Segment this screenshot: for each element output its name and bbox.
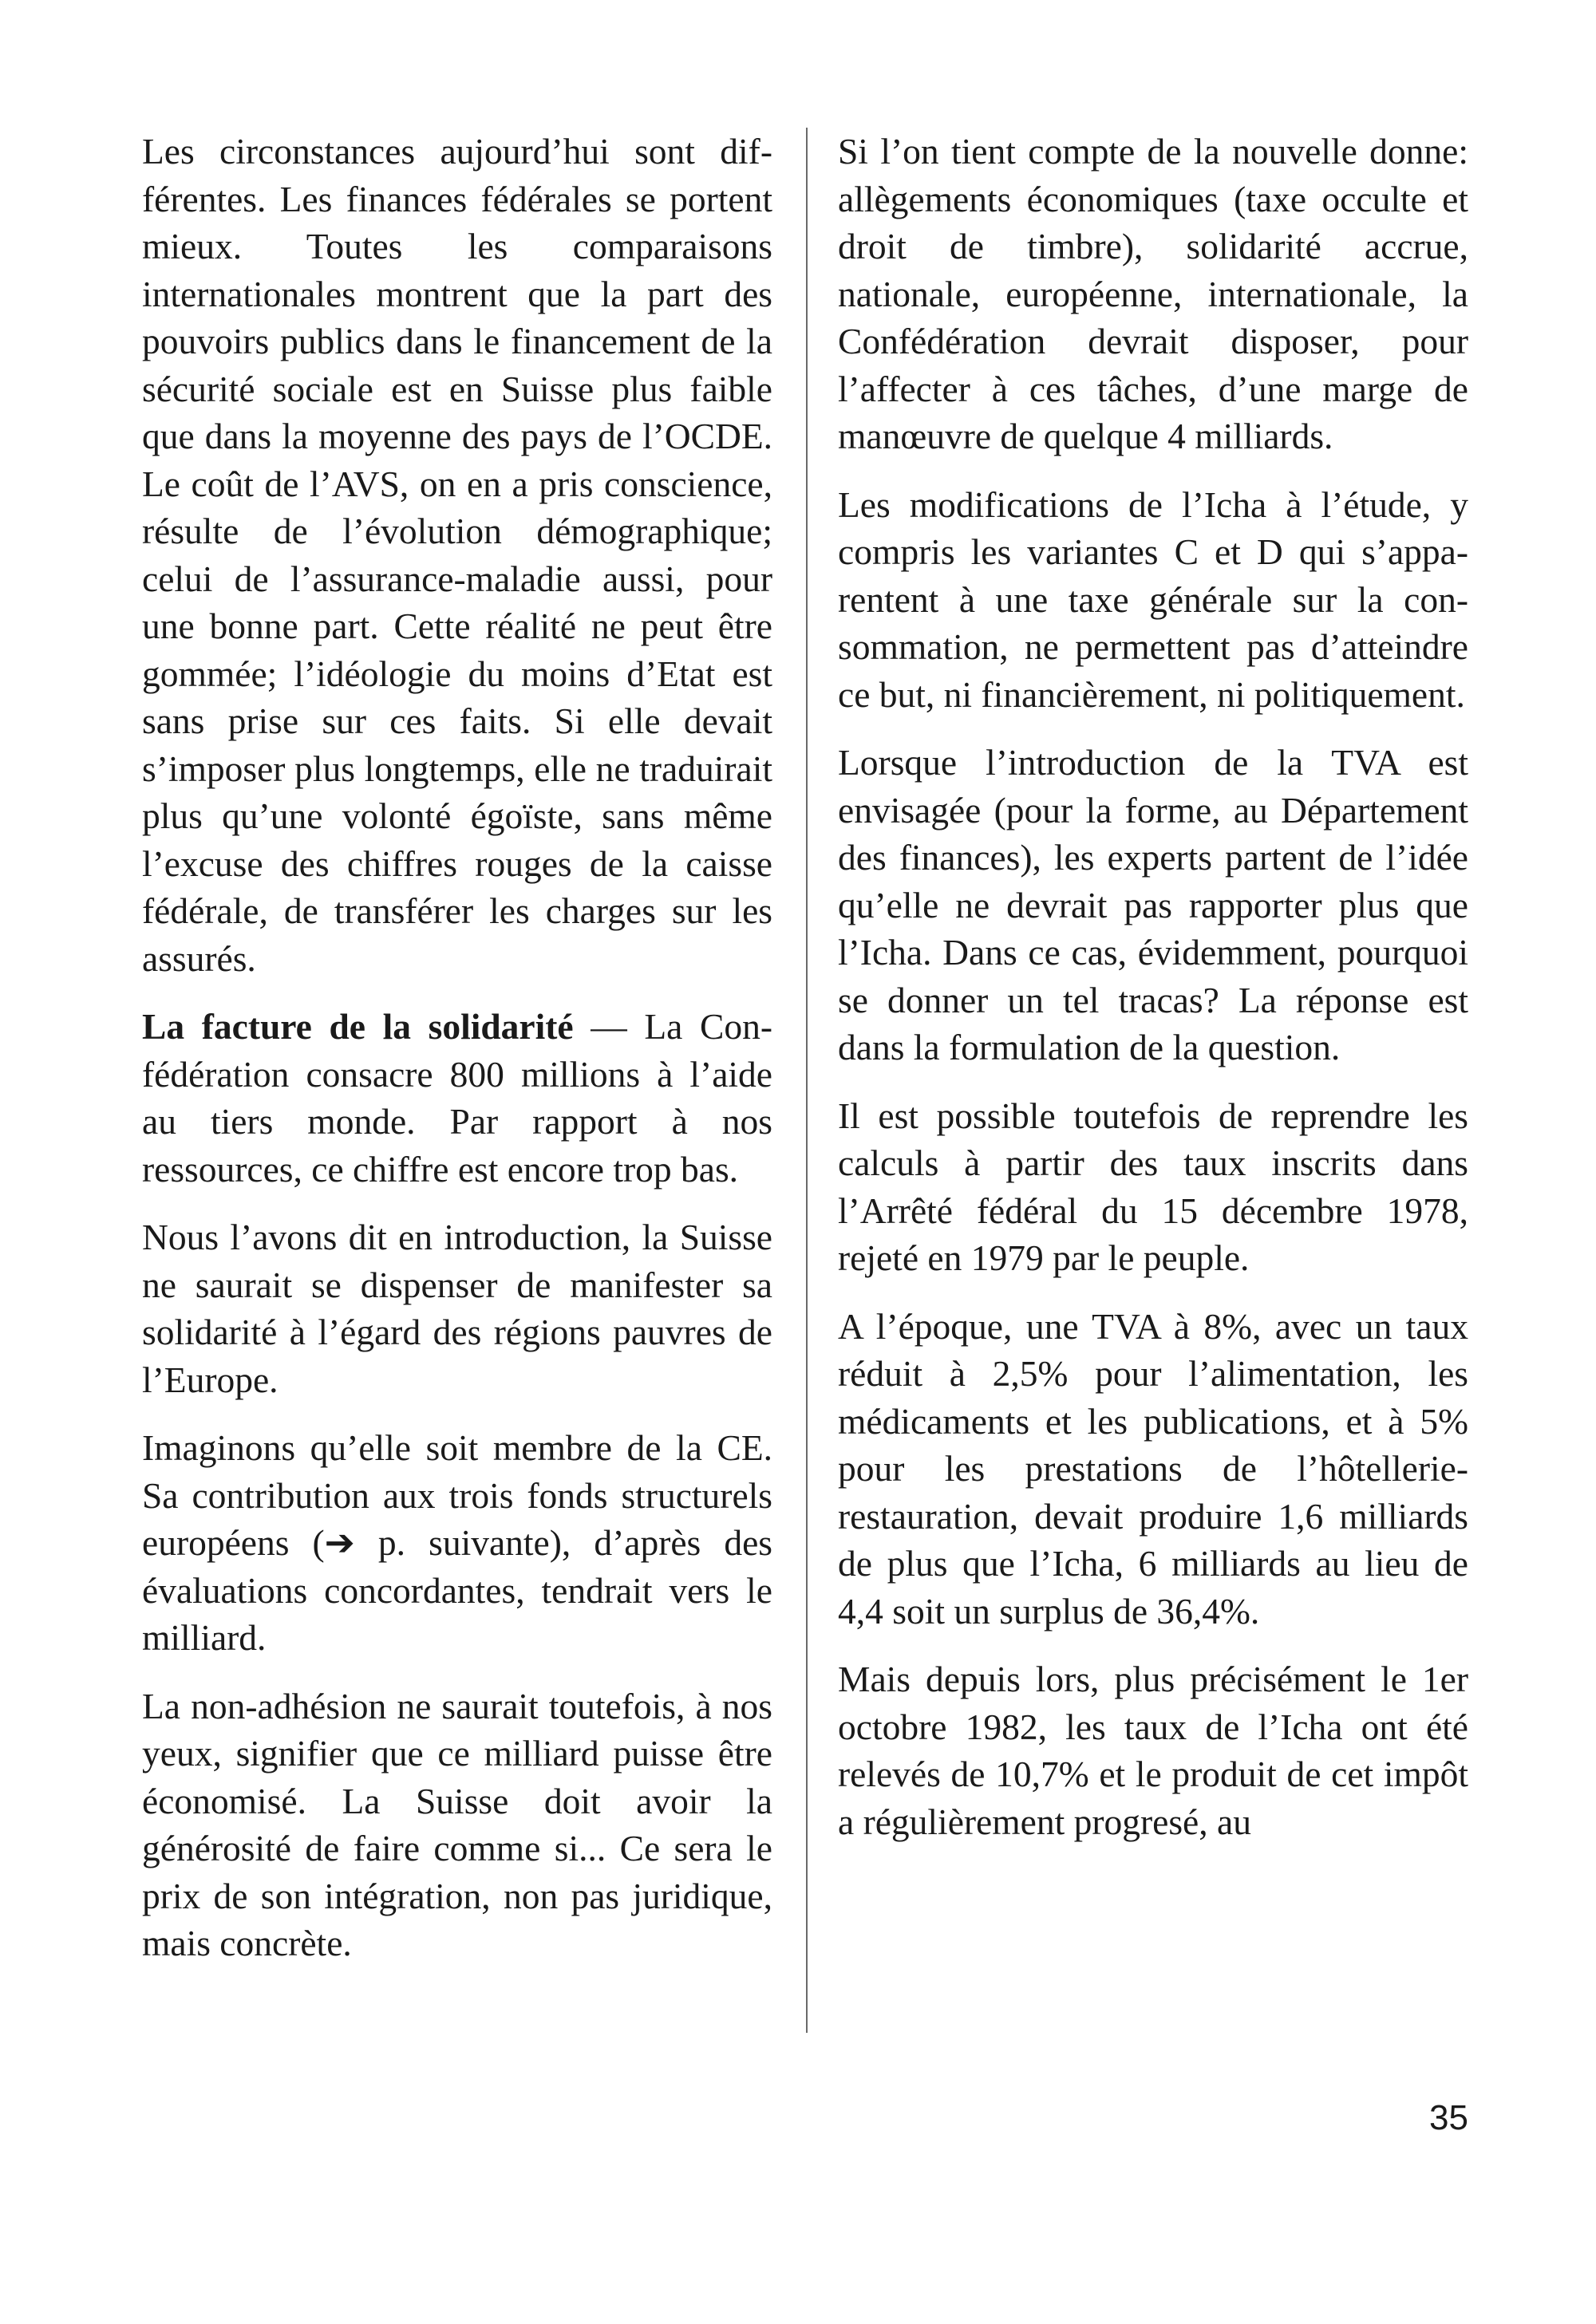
paragraph: Lorsque l’introduction de la TVA est envisagée (pour la forme, au Département des finances), les experts partent de l’idée qu’elle ne devrait pas rapporter plus que l’Icha. Dans ce cas, évidemment, pourquoi se donner un tel tracas? La réponse est dans la formulation de la question. — [838, 742, 1468, 1067]
paragraph: A l’époque, une TVA à 8%, avec un taux réduit à 2,5% pour l’alimentation, les médicaments et les publications, et à 5% pour les prestations de l’hôtellerie-restauration, devait produire 1,6 milliards de plus que l’Icha, 6 milliards au lieu de 4,4 soit un surplus de 36,4%. — [838, 1305, 1468, 1632]
paragraph: Mais depuis lors, plus précisément le 1er octobre 1982, les taux de l’Icha ont été relevés de 10,7% et le produit de cet impôt a régulièrement progresé, au — [838, 1659, 1468, 1842]
paragraph-text: — La Confédération consacre 800 millions à l’aide au tiers monde. Par rapport à nos ressources, ce chiffre est encore trop bas. — [142, 1006, 772, 1190]
paragraph: La non-adhésion ne saurait toutefois, à nos yeux, signifier que ce milliard puisse être économisé. La Suisse doit avoir la générosité de faire comme si... Ce sera le prix de son intégration, non pas juridique, mais concrète. — [142, 1685, 772, 1963]
left-column — [142, 128, 772, 1988]
paragraph: Les modifications de l’Icha à l’étude, y compris les variantes C et D qui s’apparentent à une taxe générale sur la consommation, ne permettent pas d’atteindre ce but, ni financièrement, ni politiquement. — [838, 483, 1468, 715]
paragraph-solidarity — [142, 1003, 772, 1193]
paragraph: Nous l’avons dit en introduction, la Suisse ne saurait se dispenser de manifester sa solidarité à l’égard des régions pauvres de l’Europe. — [142, 1217, 772, 1400]
paragraph: Imaginons qu’elle soit membre de la CE. Sa contribution aux trois fonds structurels européens (➔ p. suivante), d’après des évaluations concordantes, tendrait vers le milliard. — [142, 1427, 772, 1658]
right-column — [838, 128, 1468, 1866]
page-number: 35 — [1429, 2098, 1468, 2137]
paragraph: Il est possible toutefois de reprendre les calculs à partir des taux inscrits dans l’Arrêté fédéral du 15 décembre 1978, rejeté en 1979 par le peuple. — [838, 1095, 1468, 1278]
paragraph: Si l’on tient compte de la nouvelle donne: allègements économiques (taxe occulte et droit de timbre), solidarité accrue, nationale, européenne, internationale, la Confédération devrait disposer, pour l’affecter à ces tâches, d’une marge de manœuvre de quelque 4 milliards. — [838, 131, 1468, 456]
column-divider — [806, 128, 808, 2033]
section-heading: La facture de la solidarité — [142, 1006, 574, 1047]
paragraph: Les circonstances aujourd’hui sont différentes. Les finances fédérales se portent mieux. Toutes les comparaisons internationales montrent que la part des pouvoirs publics dans le financement de la sécurité sociale est en Suisse plus faible que dans la moyenne des pays de l’OCDE. Le coût de l’AVS, on en a pris conscience, résulte de l’évolution démographique; celui de l’assurance-maladie aussi, pour une bonne part. Cette réalité ne peut être gommée; l’idéologie du moins d’Etat est sans prise sur ces faits. Si elle devait s’imposer plus longtemps, elle ne traduirait plus qu’une volonté égoïste, sans même l’excuse des chiffres rouges de la caisse fédérale, de transférer les charges sur les assurés. — [142, 131, 772, 979]
